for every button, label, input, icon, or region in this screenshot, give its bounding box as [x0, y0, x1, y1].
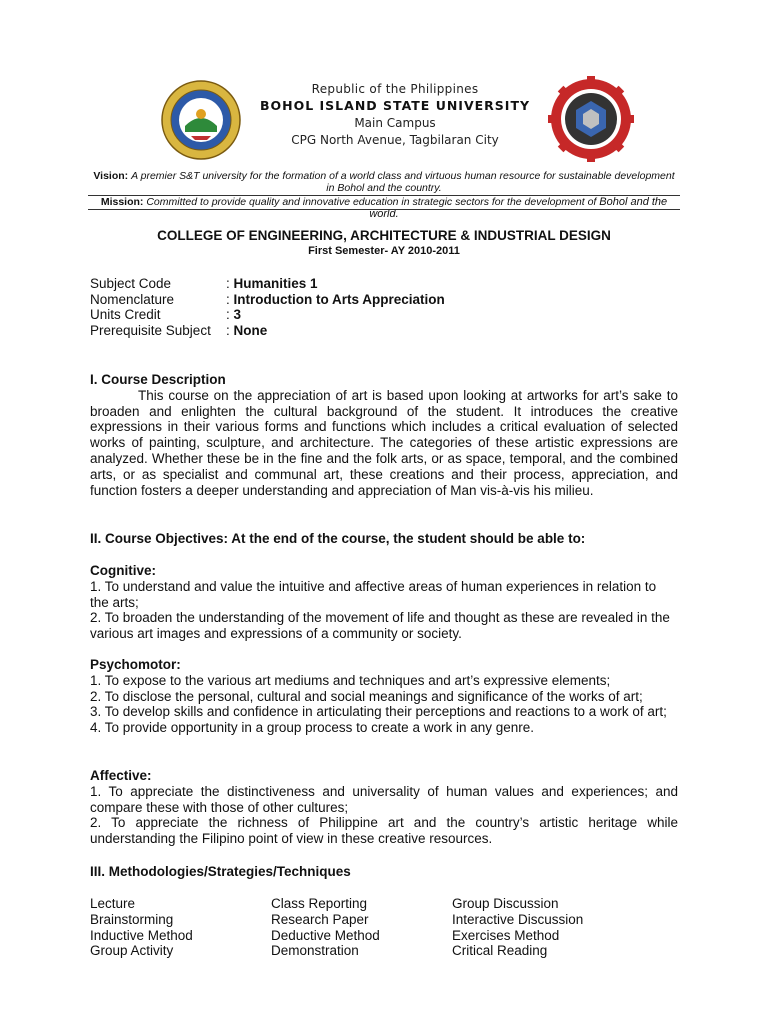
subject-row: Nomenclature : Introduction to Arts Appreciation	[90, 291, 445, 307]
affective-section	[90, 768, 678, 847]
bisu-seal-icon	[161, 80, 241, 160]
subject-value: None	[233, 322, 268, 338]
methods-row	[90, 912, 633, 928]
method-item: Inductive Method	[90, 927, 193, 943]
objective-item: 2. To disclose the personal, cultural and social meanings and significance of the works of art;	[90, 688, 643, 704]
cognitive-heading: Cognitive:	[90, 563, 156, 578]
mission-text-end: Bohol and the world.	[369, 196, 668, 220]
methods-row	[90, 896, 633, 912]
campus-line: Main Campus	[354, 116, 436, 130]
methodologies-table	[90, 896, 633, 959]
course-description-heading: I. Course Description	[90, 372, 226, 387]
address-line: CPG North Avenue, Tagbilaran City	[291, 133, 499, 147]
objective-item: 4. To provide opportunity in a group process to create a work in any genre.	[90, 720, 535, 736]
methods-row	[90, 928, 633, 944]
letterhead	[0, 76, 768, 166]
course-description-text: This course on the appreciation of art is based upon looking at artworks for art’s sake to broaden and enlighten the cultural background of the student. It introduces the creative expressions in their various forms and functions which includes a critical evaluation of selected works of painting, sculpture, and architecture. The categories of these artistic expressions are analyzed. Whether these be in the fine and the folk arts, or as space, temporal, and the combined arts, or as specialist and communal art, these creations and their process, appreciation, and function fosters a deeper understanding and appreciation of Man vis-à-vis his milieu.	[90, 387, 678, 498]
method-item: Class Reporting	[271, 896, 368, 911]
mission-text: Committed to provide quality and innovative education in strategic sectors for the development of	[146, 196, 597, 208]
objective-item: 1. To appreciate the distinctiveness and universality of human values and experiences; and compare these with those of other cultures;	[90, 783, 678, 815]
subject-value: Introduction to Arts Appreciation	[233, 291, 445, 307]
method-item: Group Discussion	[452, 896, 559, 911]
subject-value: Humanities 1	[233, 276, 318, 291]
vision-mission	[88, 170, 680, 194]
mission-block	[88, 196, 680, 220]
semester-line: First Semester- AY 2010-2011	[308, 245, 460, 257]
objective-item: 1. To expose to the various art mediums and techniques and art’s expressive elements;	[90, 672, 611, 688]
subject-label: Prerequisite Subject	[90, 322, 211, 338]
subject-row: Units Credit : 3	[90, 307, 242, 322]
subject-value: 3	[233, 307, 242, 322]
objectives-heading-text: II. Course Objectives: At the end of the course, the student should be able to:	[90, 531, 586, 546]
subject-label: Subject Code	[90, 276, 172, 291]
vision-label: Vision:	[93, 170, 129, 182]
subject-info	[90, 276, 445, 338]
objective-item: 3. To develop skills and confidence in articulating their perceptions and reactions to a work of art;	[90, 704, 667, 720]
subject-row: Prerequisite Subject : None	[90, 322, 268, 338]
method-item: Deductive Method	[271, 927, 380, 943]
cognitive-section	[90, 563, 678, 642]
subject-label: Nomenclature	[90, 291, 175, 307]
objectives-heading	[90, 531, 678, 547]
divider	[88, 209, 680, 210]
letterhead-text	[250, 82, 540, 147]
method-item: Demonstration	[271, 943, 359, 959]
objective-item: 2. To appreciate the richness of Philippine art and the country’s artistic heritage while understanding the Filipino point of view in these creative resources.	[90, 815, 678, 847]
subject-row: Subject Code : Humanities 1	[90, 276, 318, 291]
method-item: Research Paper	[271, 911, 369, 927]
methods-row	[90, 943, 633, 959]
method-item: Exercises Method	[452, 927, 560, 943]
methodologies-heading	[90, 864, 678, 880]
objective-item: 1. To understand and value the intuitive and affective areas of human experiences in relation to the arts;	[90, 578, 657, 610]
affective-heading: Affective:	[90, 768, 152, 783]
psychomotor-heading: Psychomotor:	[90, 657, 181, 672]
method-item: Brainstorming	[90, 911, 174, 927]
republic-line: Republic of the Philippines	[311, 82, 479, 96]
methodologies-heading-text: III. Methodologies/Strategies/Techniques	[90, 864, 351, 879]
mission-statement	[88, 196, 680, 220]
mission-label: Mission:	[100, 196, 144, 208]
method-item: Group Activity	[90, 943, 174, 959]
course-description-section	[90, 372, 678, 498]
psychomotor-section	[90, 657, 678, 736]
vision-statement	[88, 170, 680, 194]
university-name: BOHOL ISLAND STATE UNIVERSITY	[259, 98, 531, 113]
method-item: Lecture	[90, 896, 136, 911]
method-item: Interactive Discussion	[452, 911, 584, 927]
vision-text: A premier S&T university for the formation of a world class and virtuous human resource for sustainable development in Bohol and the country.	[131, 170, 675, 194]
method-item: Critical Reading	[452, 943, 548, 959]
objective-item: 2. To broaden the understanding of the movement of life and thought as these are revealed in the various art images and expressions of a community or society.	[90, 610, 670, 642]
engineering-college-seal-icon	[548, 76, 634, 162]
college-title: COLLEGE OF ENGINEERING, ARCHITECTURE & INDUSTRIAL DESIGN	[157, 228, 611, 243]
subject-label: Units Credit	[90, 307, 161, 322]
